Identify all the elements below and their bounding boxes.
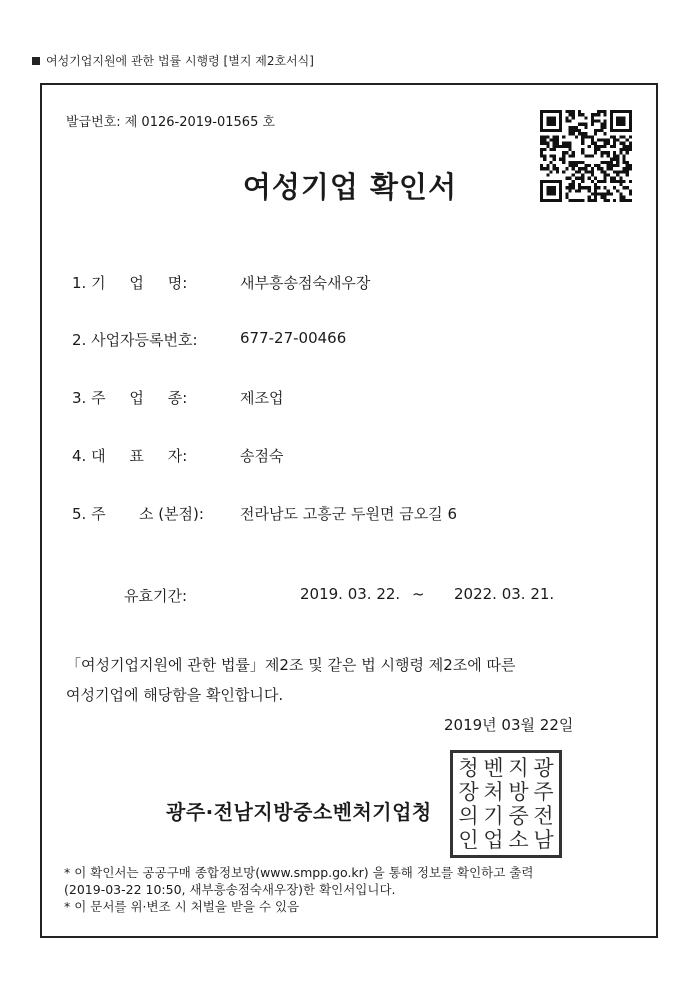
field-company-name [72, 272, 371, 293]
official-seal-icon [450, 750, 562, 858]
seal-character: 방 [508, 779, 529, 804]
field-value: 제조업 [240, 389, 284, 407]
seal-character: 업 [483, 827, 504, 852]
footnote-line: * 이 문서를 위·변조 시 처벌을 받을 수 있음 [64, 899, 300, 914]
form-reference-text: 여성기업지원에 관한 법률 시행령 [별지 제2호서식] [46, 54, 314, 68]
seal-character: 남 [533, 827, 554, 852]
seal-character: 주 [533, 779, 554, 804]
seal-character: 전 [533, 803, 554, 828]
issue-date: 2019년 03월 22일 [444, 716, 574, 734]
validity-to: 2022. 03. 21. [454, 585, 555, 603]
field-industry [72, 387, 284, 408]
seal-character: 소 [508, 827, 529, 852]
validity-label: 유효기간: [124, 587, 188, 605]
field-business-number [72, 329, 347, 350]
square-bullet-icon [32, 57, 40, 65]
issuing-authority: 광주·전남지방중소벤처기업청 [166, 800, 432, 824]
field-label: 2. 사업자등록번호: [72, 331, 198, 349]
seal-character: 인 [458, 827, 479, 852]
confirmation-statement [66, 650, 636, 710]
footnotes [64, 864, 533, 915]
form-reference [32, 52, 314, 69]
document-title: 여성기업 확인서 [242, 170, 458, 204]
footnote-line: * 이 확인서는 공공구매 종합정보망(www.smpp.go.kr) 을 통해 정보를 확인하고 출력 [64, 865, 534, 880]
seal-character: 장 [458, 779, 479, 804]
field-label: 5. 주 소 (본점): [72, 505, 204, 523]
validity-from: 2019. 03. 22. [300, 585, 401, 603]
statement-line: 여성기업에 해당함을 확인합니다. [66, 686, 284, 704]
field-value: 전라남도 고흥군 두원면 금오길 6 [240, 505, 457, 523]
seal-character: 처 [483, 779, 504, 804]
field-label: 4. 대 표 자: [72, 447, 188, 465]
field-label: 3. 주 업 종: [72, 389, 188, 407]
issue-number: 발급번호: 제 0126-2019-01565 호 [66, 115, 276, 130]
validity-separator: ~ [412, 585, 425, 603]
seal-character: 청 [458, 755, 479, 780]
field-label: 1. 기 업 명: [72, 274, 188, 292]
field-value: 새부흥송점숙새우장 [240, 274, 371, 292]
footnote-line: (2019-03-22 10:50, 새부흥송점숙새우장)한 확인서입니다. [64, 882, 396, 897]
seal-character: 중 [508, 803, 529, 828]
seal-character: 벤 [483, 755, 504, 780]
field-address [72, 503, 457, 524]
field-value: 송점숙 [240, 447, 284, 465]
seal-character: 기 [483, 803, 504, 828]
statement-line: 「여성기업지원에 관한 법률」제2조 및 같은 법 시행령 제2조에 따른 [66, 656, 516, 674]
seal-character: 지 [508, 755, 529, 780]
seal-character: 의 [458, 803, 479, 828]
field-value: 677-27-00466 [240, 329, 347, 347]
field-representative [72, 445, 284, 466]
seal-character: 광 [533, 755, 554, 780]
